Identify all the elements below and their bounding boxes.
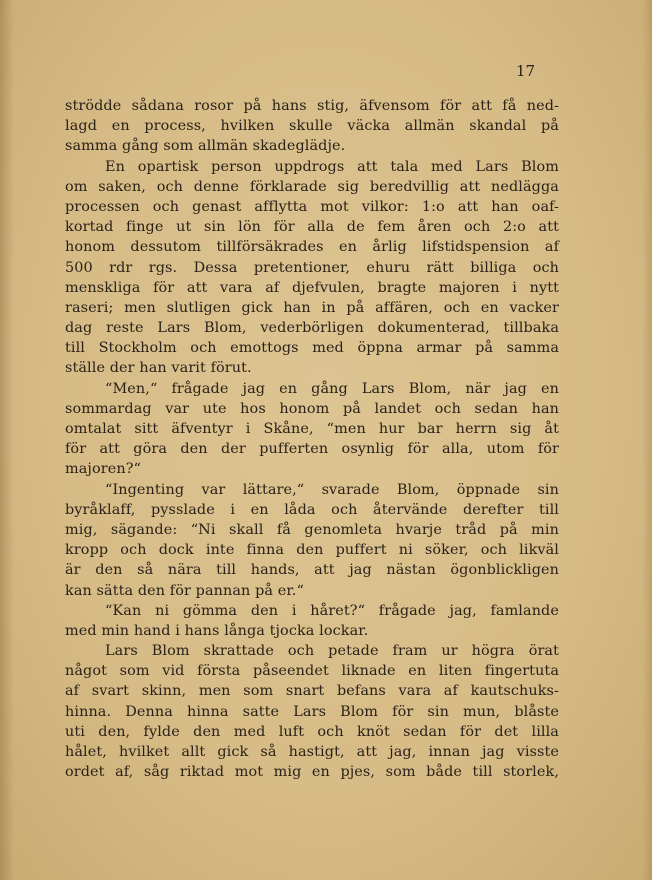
text-line: hinna. Denna hinna satte Lars Blom för sin mun, blåste [65, 703, 559, 720]
text-line: kropp och dock inte finna den puffert ni söker, och likväl [65, 542, 559, 559]
text-line: omtalat sitt äfventyr i Skåne, “men hur bar herrn sig åt [65, 421, 559, 437]
text-line: sommardag var ute hos honom på landet och sedan han [65, 400, 559, 417]
text-line: hålet, hvilket allt gick så hastigt, att jag, innan jag visste [65, 744, 559, 760]
text-line: uti den, fylde den med luft och knöt sedan för det lilla [65, 723, 559, 740]
text-line: byråklaff, pysslade i en låda och återvände derefter till [65, 501, 559, 518]
page-number: 17 [516, 62, 536, 80]
text-line: af svart skinn, men som snart befans vara af kautschuks- [65, 683, 559, 700]
text-line: 500 rdr rgs. Dessa pretentioner, ehuru rätt billiga och [65, 259, 559, 276]
spine-shadow [0, 0, 14, 880]
text-line: menskliga för att vara af djefvulen, bragte majoren i nytt [65, 279, 559, 296]
text-line: honom dessutom tillförsäkrades en årlig lifstidspension af [65, 239, 559, 256]
text-line: kan sätta den för pannan på er.“ [65, 582, 304, 599]
text-line: är den så nära till hands, att jag nästan ögonblickligen [65, 562, 559, 579]
text-line: med min hand i hans långa tjocka lockar. [65, 622, 369, 639]
text-line: “Men,“ frågade jag en gång Lars Blom, när jag en [105, 380, 559, 397]
text-line: till Stockholm och emottogs med öppna armar på samma [65, 340, 559, 357]
text-line: kortad finge ut sin lön för alla de fem åren och 2:o att [65, 219, 559, 236]
text-line: ordet af, såg riktad mot mig en pjes, som både till storlek, [65, 764, 559, 781]
text-line: lagd en process, hvilken skulle väcka allmän skandal på [65, 118, 559, 135]
page-edge-shadow [642, 0, 652, 880]
text-line: mig, sägande: “Ni skall få genomleta hvarje tråd på min [65, 521, 559, 538]
text-line: dag reste Lars Blom, vederbörligen dokumenterad, tillbaka [65, 320, 559, 337]
text-line: “Ingenting var lättare,“ svarade Blom, öppnade sin [105, 481, 559, 498]
text-line: majoren?“ [65, 461, 141, 478]
text-line: samma gång som allmän skadeglädje. [65, 138, 346, 155]
text-line: “Kan ni gömma den i håret?“ frågade jag, famlande [105, 602, 559, 619]
text-line: ställe der han varit förut. [65, 360, 252, 377]
text-line: om saken, och denne förklarade sig beredvillig att nedlägga [65, 178, 559, 195]
text-line: för att göra den der pufferten osynlig för alla, utom för [65, 441, 559, 458]
text-line: processen och genast afflytta mot vilkor: 1:o att han oaf- [65, 198, 559, 215]
text-line: något som vid första påseendet liknade en liten fingertuta [65, 663, 559, 680]
text-line: Lars Blom skrattade och petade fram ur högra örat [105, 643, 559, 660]
body-text [65, 96, 559, 782]
text-line: raseri; men slutligen gick han in på affären, och en vacker [65, 299, 559, 316]
text-line: strödde sådana rosor på hans stig, äfvensom för att få ned- [65, 98, 559, 114]
text-line: En opartisk person uppdrogs att tala med Lars Blom [105, 158, 559, 175]
